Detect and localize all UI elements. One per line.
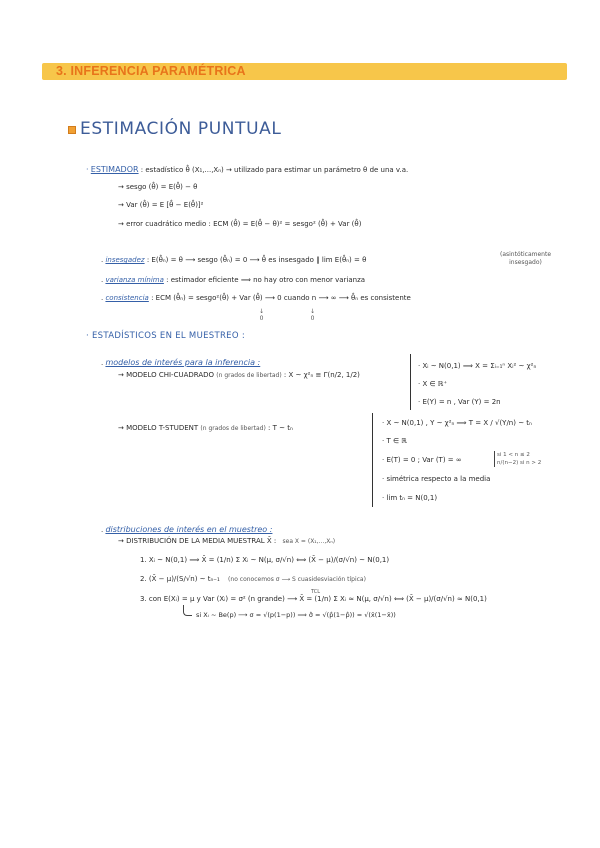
- t-var-note: [494, 451, 541, 467]
- modelos-label: modelos de interés para la inferencia :: [105, 358, 261, 367]
- estimador-ecm: → error cuadrático medio : ECM (θ̂) = E(θ̂ − θ)² = sesgo² (θ̂) + Var (θ̂): [118, 220, 362, 228]
- t-def: : T ~ tₙ: [268, 424, 293, 432]
- insesgadez-note-1: (asintóticamente: [500, 251, 552, 258]
- bernoulli-hook: [183, 605, 192, 616]
- chi-brace: [410, 354, 411, 410]
- chi-small: (n grados de libertad): [216, 372, 282, 379]
- t-prop-2: · T ∈ ℝ: [382, 437, 407, 445]
- varmin-text: : estimador eficiente ⟹ no hay otro con menor varianza: [166, 276, 366, 284]
- consist-zero-2: 0: [310, 315, 315, 322]
- media-item-2-line: [140, 575, 366, 583]
- chi-prop-1: · Xᵢ ~ N(0,1) ⟹ X = Σᵢ₌₁ⁿ Xᵢ² ~ χ²ₙ: [418, 362, 537, 370]
- t-var-note-2: n/(n−2) si n > 2: [497, 460, 542, 466]
- distribuciones-line: . distribuciones de interés en el muestreo :: [101, 525, 273, 534]
- varmin-line: . varianza mínima : estimador eficiente ⟹ no hay otro con menor varianza: [101, 276, 366, 284]
- media-title-line: [118, 537, 335, 545]
- consistencia-line: . consistencia : ECM (θ̂ₙ) = sesgo²(θ̂) + Var (θ̂) ⟶ 0 cuando n ⟶ ∞ ⟶ θ̂ₙ es consistente: [101, 294, 411, 302]
- t-line: [118, 424, 293, 432]
- chi-def: : X ~ χ²ₙ ≡ Γ(n/2, 1/2): [283, 371, 360, 379]
- estimador-line: · ESTIMADOR : estadístico θ̂ (X₁,...,Xₙ) → utilizado para estimar un parámetro θ de una v.a.: [86, 165, 409, 174]
- consist-zero-1: 0: [259, 315, 264, 322]
- estimador-sesgo: → sesgo (θ̂) = E(θ̂) − θ: [118, 183, 198, 191]
- insesgadez-line: . insesgadez : E(θ̂ₙ) = θ ⟶ sesgo (θ̂ₙ) = 0 ⟶ θ̂ es insesgado ‖ lim E(θ̂ₙ) = θ: [101, 256, 367, 264]
- insesgadez-note-2: insesgado): [509, 259, 542, 266]
- media-item-2: 2. (X̄ − μ)/(S/√n) ~ tₙ₋₁: [140, 575, 220, 583]
- estimador-var: → Var (θ̂) = E [θ̂ − E(θ̂)]²: [118, 201, 204, 209]
- insesgadez-text: : E(θ̂ₙ) = θ ⟶ sesgo (θ̂ₙ) = 0 ⟶ θ̂ es insesgado ‖ lim E(θ̂ₙ) = θ: [146, 256, 367, 264]
- media-item-2-note: (no conocemos σ ⟶ S cuasidesviación típica): [228, 576, 366, 583]
- distribuciones-label: distribuciones de interés en el muestreo :: [105, 525, 273, 534]
- t-label: → MODELO T-STUDENT: [118, 424, 199, 432]
- media-item-3: 3. con E(Xᵢ) = μ y Var (Xᵢ) = σ² (n grande) ⟶ X̄ = (1/n) Σ Xᵢ ≈ N(μ, σ/√n) ⟺ (X̄ − μ)/(σ/√n) ≈ N(0,1): [140, 595, 487, 603]
- chi-label: → MODELO CHI-CUADRADO: [118, 371, 215, 379]
- tcl-label: TCL: [311, 589, 321, 595]
- consistencia-text: : ECM (θ̂ₙ) = sesgo²(θ̂) + Var (θ̂) ⟶ 0 cuando n ⟶ ∞ ⟶ θ̂ₙ es consistente: [151, 294, 411, 302]
- modelos-line: . modelos de interés para la inferencia :: [101, 358, 261, 367]
- chi-line: [118, 371, 360, 379]
- t-brace: [372, 413, 373, 507]
- section-bullet-icon: [68, 126, 76, 134]
- chi-prop-2: · X ∈ ℝ⁺: [418, 380, 448, 388]
- insesgadez-label: insesgadez: [105, 256, 145, 264]
- estadisticos-title-text: ESTADÍSTICOS EN EL MUESTREO :: [92, 331, 245, 341]
- t-prop-4: · simétrica respecto a la media: [382, 475, 491, 483]
- insesgadez-note: [500, 251, 551, 267]
- t-prop-3: · E(T) = 0 ; Var (T) = ∞: [382, 456, 462, 464]
- estimador-label: ESTIMADOR: [90, 165, 139, 174]
- media-item-1: 1. Xᵢ ~ N(0,1) ⟹ X̄ = (1/n) Σ Xᵢ ~ N(μ, σ/√n) ⟺ (X̄ − μ)/(σ/√n) ~ N(0,1): [140, 556, 390, 564]
- t-var-note-1: si 1 < n ≤ 2: [497, 452, 530, 458]
- t-small: (n grados de libertad): [200, 425, 266, 432]
- estimador-definition: : estadístico θ̂ (X₁,...,Xₙ) → utilizado para estimar un parámetro θ de una v.a.: [140, 166, 409, 174]
- media-sea: sea X = (X₁,...,Xₙ): [282, 538, 336, 545]
- t-prop-5: · lim tₙ = N(0,1): [382, 494, 438, 502]
- consist-zero-b: ↓ 0: [310, 308, 316, 322]
- consist-zero-a: ↓ 0: [259, 308, 265, 322]
- section-title: ESTIMACIÓN PUNTUAL: [80, 119, 282, 139]
- bernoulli-line: si Xᵢ ~ Be(p) ⟶ σ = √(p(1−p)) ⟹ σ̂ = √(p̂(1−p̂)) = √(x̄(1−x̄)): [196, 611, 396, 619]
- media-title: → DISTRIBUCIÓN DE LA MEDIA MUESTRAL X̄ :: [118, 537, 277, 545]
- chi-prop-3: · E(Y) = n , Var (Y) = 2n: [418, 398, 501, 406]
- consistencia-label: consistencia: [105, 294, 149, 302]
- varmin-label: varianza mínima: [105, 276, 164, 284]
- estadisticos-title: · ESTADÍSTICOS EN EL MUESTREO :: [86, 331, 245, 341]
- t-prop-1: · X ~ N(0,1) , Y ~ χ²ₙ ⟹ T = X / √(Y/n) ~ tₙ: [382, 419, 532, 427]
- chapter-title: 3. INFERENCIA PARAMÉTRICA: [56, 64, 246, 78]
